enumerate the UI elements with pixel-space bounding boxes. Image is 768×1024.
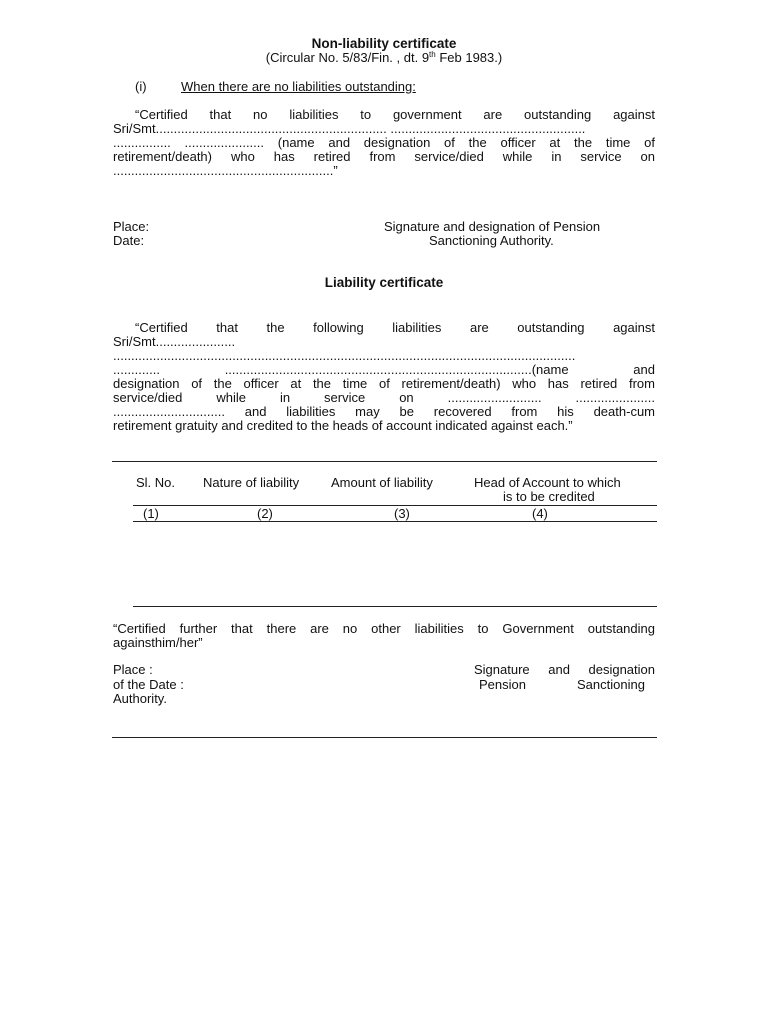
paragraph-line: “Certified that the following liabilities are outstanding against bbox=[135, 320, 655, 335]
circular-text-post: Feb 1983.) bbox=[435, 50, 503, 65]
table-col-number-4: (4) bbox=[532, 506, 548, 521]
paragraph-line: .............................................................” bbox=[113, 163, 338, 178]
signature2-sanctioning: Sanctioning bbox=[577, 677, 645, 692]
place-label: Place: bbox=[113, 219, 150, 234]
circular-reference bbox=[0, 51, 768, 65]
place-label-2: Place : bbox=[113, 662, 153, 677]
further-paragraph bbox=[113, 622, 655, 650]
paragraph-line: Sri/Smt................................................................ ...................................................... bbox=[113, 121, 586, 136]
table-header-nature: Nature of liability bbox=[203, 475, 300, 490]
paragraph-line: ................................................................................................................................ bbox=[113, 348, 576, 363]
table-header-sl-no: Sl. No. bbox=[136, 475, 176, 490]
table-header-head-of-account-cont: is to be credited bbox=[503, 489, 595, 504]
table-bottom-rule bbox=[133, 606, 657, 607]
paragraph-line: designation of the officer at the time of retirement/death) who has retired from bbox=[113, 376, 655, 391]
table-col-number-1: (1) bbox=[143, 506, 159, 521]
signature2-pension: Pension bbox=[479, 677, 526, 692]
table-col-number-3: (3) bbox=[394, 506, 410, 521]
authority-label: Authority. bbox=[113, 691, 167, 706]
paragraph-line: againsthim/her” bbox=[113, 635, 203, 650]
table-header-head-of-account: Head of Account to which bbox=[474, 475, 621, 490]
paragraph-line: Sri/Smt...................... bbox=[113, 334, 236, 349]
paragraph-line: retirement/death) who has retired from service/died while in service on bbox=[113, 149, 655, 164]
liability-title: Liability certificate bbox=[324, 275, 444, 290]
non-liability-paragraph bbox=[113, 108, 655, 178]
bottom-rule bbox=[112, 737, 657, 738]
table-col-number-2: (2) bbox=[257, 506, 273, 521]
section-number: (i) bbox=[135, 79, 147, 94]
signature2-line-1: Signature and designation bbox=[474, 662, 655, 677]
paragraph-line: ............. .....................................................................................(name and bbox=[113, 362, 655, 377]
table-header-amount: Amount of liability bbox=[331, 475, 433, 490]
paragraph-line: ............................... and liabilities may be recovered from his death-cum bbox=[113, 404, 655, 419]
date-label-2: of the Date : bbox=[113, 677, 184, 692]
signature-line-1: Signature and designation of Pension bbox=[384, 219, 601, 234]
paragraph-line: retirement gratuity and credited to the heads of account indicated against each.” bbox=[113, 418, 573, 433]
circular-text-pre: (Circular No. 5/83/Fin. , dt. 9 bbox=[265, 50, 430, 65]
signature-line-2: Sanctioning Authority. bbox=[429, 233, 554, 248]
paragraph-line: “Certified further that there are no other liabilities to Government outstanding bbox=[113, 621, 655, 636]
paragraph-line: ................ ...................... (name and designation of the officer at the time of bbox=[113, 135, 655, 150]
paragraph-line: service/died while in service on .......................... ...................... bbox=[113, 390, 655, 405]
date-label: Date: bbox=[113, 233, 145, 248]
table-top-rule bbox=[112, 461, 657, 462]
paragraph-line: “Certified that no liabilities to government are outstanding against bbox=[135, 107, 655, 122]
liability-paragraph bbox=[113, 321, 655, 433]
document-title: Non-liability certificate bbox=[311, 36, 457, 51]
circular-superscript: th bbox=[429, 50, 436, 59]
section-heading: When there are no liabilities outstanding: bbox=[181, 79, 416, 94]
table-numbers-rule bbox=[133, 521, 657, 522]
